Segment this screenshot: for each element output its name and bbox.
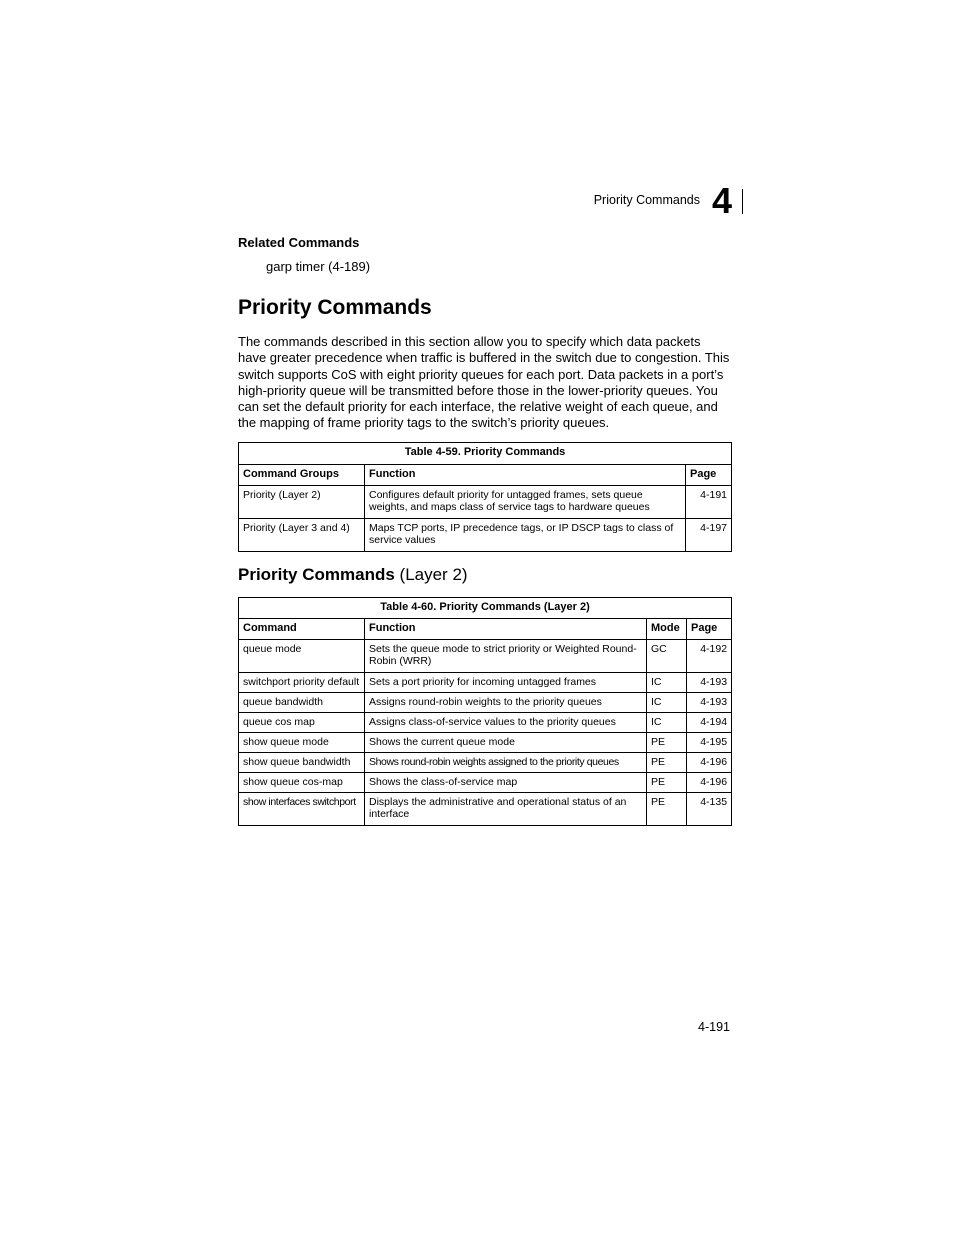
priority-commands-table	[238, 442, 732, 552]
column-header-function: Function	[365, 619, 647, 640]
column-header-function: Function	[365, 465, 686, 486]
page-reference-cell[interactable]: 4-193	[687, 693, 732, 713]
table-caption: Table 4-59. Priority Commands	[239, 443, 732, 465]
function-cell: Assigns class-of-service values to the priority queues	[365, 713, 647, 733]
subsection-title-qualifier: (Layer 2)	[394, 565, 468, 584]
page-reference-cell[interactable]: 4-195	[687, 733, 732, 753]
function-cell: Displays the administrative and operational status of an interface	[365, 793, 647, 826]
command-cell: show queue cos-map	[239, 773, 365, 793]
mode-cell: IC	[647, 693, 687, 713]
mode-cell: GC	[647, 640, 687, 673]
table-row	[239, 753, 732, 773]
table-row	[239, 713, 732, 733]
function-cell: Shows the class-of-service map	[365, 773, 647, 793]
command-cell: switchport priority default	[239, 673, 365, 693]
chapter-number: 4	[712, 180, 733, 221]
page-reference-cell[interactable]: 4-196	[687, 753, 732, 773]
chapter-marker-rule	[742, 189, 743, 214]
command-cell: show queue bandwidth	[239, 753, 365, 773]
command-cell: show queue mode	[239, 733, 365, 753]
mode-cell: IC	[647, 713, 687, 733]
running-header-title: Priority Commands	[593, 193, 700, 207]
related-commands-heading: Related Commands	[238, 235, 360, 250]
priority-commands-layer2-table	[238, 597, 732, 826]
table-caption: Table 4-60. Priority Commands (Layer 2)	[239, 598, 732, 619]
mode-cell: PE	[647, 733, 687, 753]
page-reference-cell[interactable]: 4-196	[687, 773, 732, 793]
mode-cell: IC	[647, 673, 687, 693]
mode-cell: PE	[647, 793, 687, 826]
function-cell: Sets a port priority for incoming untagged frames	[365, 673, 647, 693]
table-row	[239, 793, 732, 826]
table-row	[239, 640, 732, 673]
page-reference-cell[interactable]: 4-135	[687, 793, 732, 826]
command-cell: show interfaces switchport	[239, 793, 365, 826]
function-cell: Sets the queue mode to strict priority or Weighted Round-Robin (WRR)	[365, 640, 647, 673]
function-cell: Configures default priority for untagged frames, sets queue weights, and maps class of service tags to hardware queues	[365, 486, 686, 519]
column-header-page: Page	[686, 465, 732, 486]
page-number: 4-191	[698, 1020, 730, 1034]
column-header-command-groups: Command Groups	[239, 465, 365, 486]
subsection-title-main: Priority Commands	[238, 565, 395, 584]
section-title: Priority Commands	[238, 296, 432, 319]
column-header-mode: Mode	[647, 619, 687, 640]
function-cell: Shows round-robin weights assigned to the priority queues	[365, 753, 647, 773]
section-intro-paragraph: The commands described in this section allow you to specify which data packets have greater precedence when traffic is buffered in the switch due to congestion. This switch supports CoS with eight priority queues for each port. Data packets in a port’s high-priority queue will be transmitted before those in the lower-priority queues. You can set the default priority for each interface, the relative weight of each queue, and the mapping of frame priority tags to the switch’s priority queues.	[238, 334, 730, 431]
command-group-cell: Priority (Layer 2)	[239, 486, 365, 519]
related-command-link[interactable]: garp timer (4-189)	[266, 259, 371, 274]
page-reference-cell[interactable]: 4-193	[687, 673, 732, 693]
page-reference-cell[interactable]: 4-194	[687, 713, 732, 733]
page-reference-cell[interactable]: 4-192	[687, 640, 732, 673]
page-reference-cell[interactable]: 4-197	[686, 519, 732, 552]
table-row	[239, 773, 732, 793]
table-row	[239, 733, 732, 753]
function-cell: Shows the current queue mode	[365, 733, 647, 753]
mode-cell: PE	[647, 773, 687, 793]
mode-cell: PE	[647, 753, 687, 773]
function-cell: Maps TCP ports, IP precedence tags, or IP DSCP tags to class of service values	[365, 519, 686, 552]
column-header-command: Command	[239, 619, 365, 640]
table-row	[239, 486, 732, 519]
column-header-page: Page	[687, 619, 732, 640]
command-cell: queue cos map	[239, 713, 365, 733]
function-cell: Assigns round-robin weights to the priority queues	[365, 693, 647, 713]
table-row	[239, 693, 732, 713]
page-reference-cell[interactable]: 4-191	[686, 486, 732, 519]
command-cell: queue mode	[239, 640, 365, 673]
subsection-title	[238, 565, 468, 585]
table-row	[239, 673, 732, 693]
table-row	[239, 519, 732, 552]
command-cell: queue bandwidth	[239, 693, 365, 713]
command-group-cell: Priority (Layer 3 and 4)	[239, 519, 365, 552]
